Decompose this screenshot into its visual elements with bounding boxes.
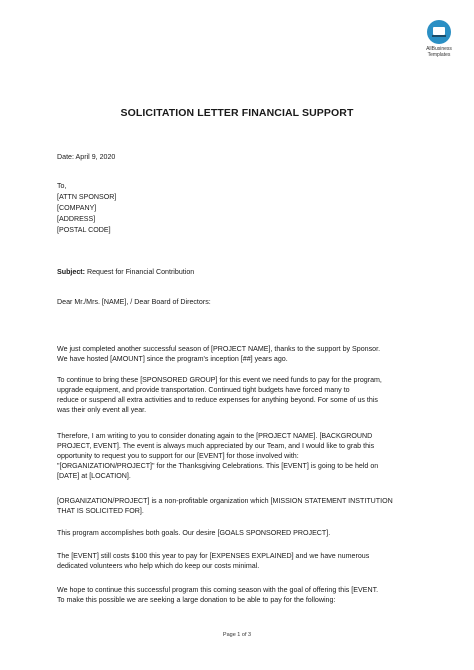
subject-line [57,267,194,277]
paragraph-line: reduce or suspend all extra activities and to reduce expenses for anything beyond. For some of us this [57,396,378,404]
paragraph-line: "[ORGANIZATION/PROJECT]" for the Thanksgiving Celebrations. This [EVENT] is going to be held on [57,462,379,470]
page-number: Page 1 of 3 [222,632,252,638]
paragraph-line: [DATE] at [LOCATION]. [57,472,131,480]
document-title: SOLICITATION LETTER FINANCIAL SUPPORT [120,107,354,119]
subject-text: Request for Financial Contribution [84,268,195,276]
paragraph-line: The [EVENT] still costs $100 this year to pay for [EXPENSES EXPLAINED] and we have numerous [57,552,370,560]
paragraph-line: THAT IS SOLICITED FOR]. [57,507,144,515]
paragraph-line: upgrade equipment, and provide transportation. Continued tight budgets have forced many to [57,386,350,394]
logo-line-1: AllBusiness [426,46,452,52]
paragraph-line: We hope to continue this successful program this coming season with the goal of offering this [EVENT. [57,586,379,594]
logo-line-2: Templates [427,52,451,58]
paragraph-line: Therefore, I am writing to you to consider donating again to the [PROJECT NAME]. [BACKGROUND [57,432,373,440]
allbusiness-logo [419,20,459,58]
salutation: Dear Mr./Mrs. [NAME], / Dear Board of Directors: [57,298,211,306]
address-line: [POSTAL CODE] [57,226,111,234]
address-line: [COMPANY] [57,204,97,212]
paragraph-line: We have hosted [AMOUNT] since the program's inception [##] years ago. [57,355,288,363]
paragraph-line: dedicated volunteers who help which do keep our costs minimal. [57,562,260,570]
paragraph-line: To continue to bring these [SPONSORED GROUP] for this event we need funds to pay for the program, [57,376,382,384]
paragraph-line: To make this possible we are seeking a large donation to be able to pay for the following: [57,596,336,604]
paragraph-line: was their only event all year. [57,406,147,414]
paragraph-line: We just completed another successful season of [PROJECT NAME], thanks to the support by Sponsor. [57,345,381,353]
laptop-icon [427,20,451,44]
address-line: To, [57,182,67,190]
subject-label: Subject: [57,268,85,276]
paragraph-line: PROJECT, EVENT]. The event is always much appreciated by our Team, and I would like to grab this [57,442,375,450]
address-line: [ATTN SPONSOR] [57,193,117,201]
address-line: [ADDRESS] [57,215,96,223]
paragraph-line: [ORGANIZATION/PROJECT] is a non-profitable organization which [MISSION STATEMENT INSTITUTION [57,497,393,505]
paragraph-line: opportunity to request you to support for our [EVENT] for those involved with: [57,452,299,460]
paragraph-line: This program accomplishes both goals. Our desire [GOALS SPONSORED PROJECT]. [57,529,331,537]
letter-date: Date: April 9, 2020 [57,153,116,161]
